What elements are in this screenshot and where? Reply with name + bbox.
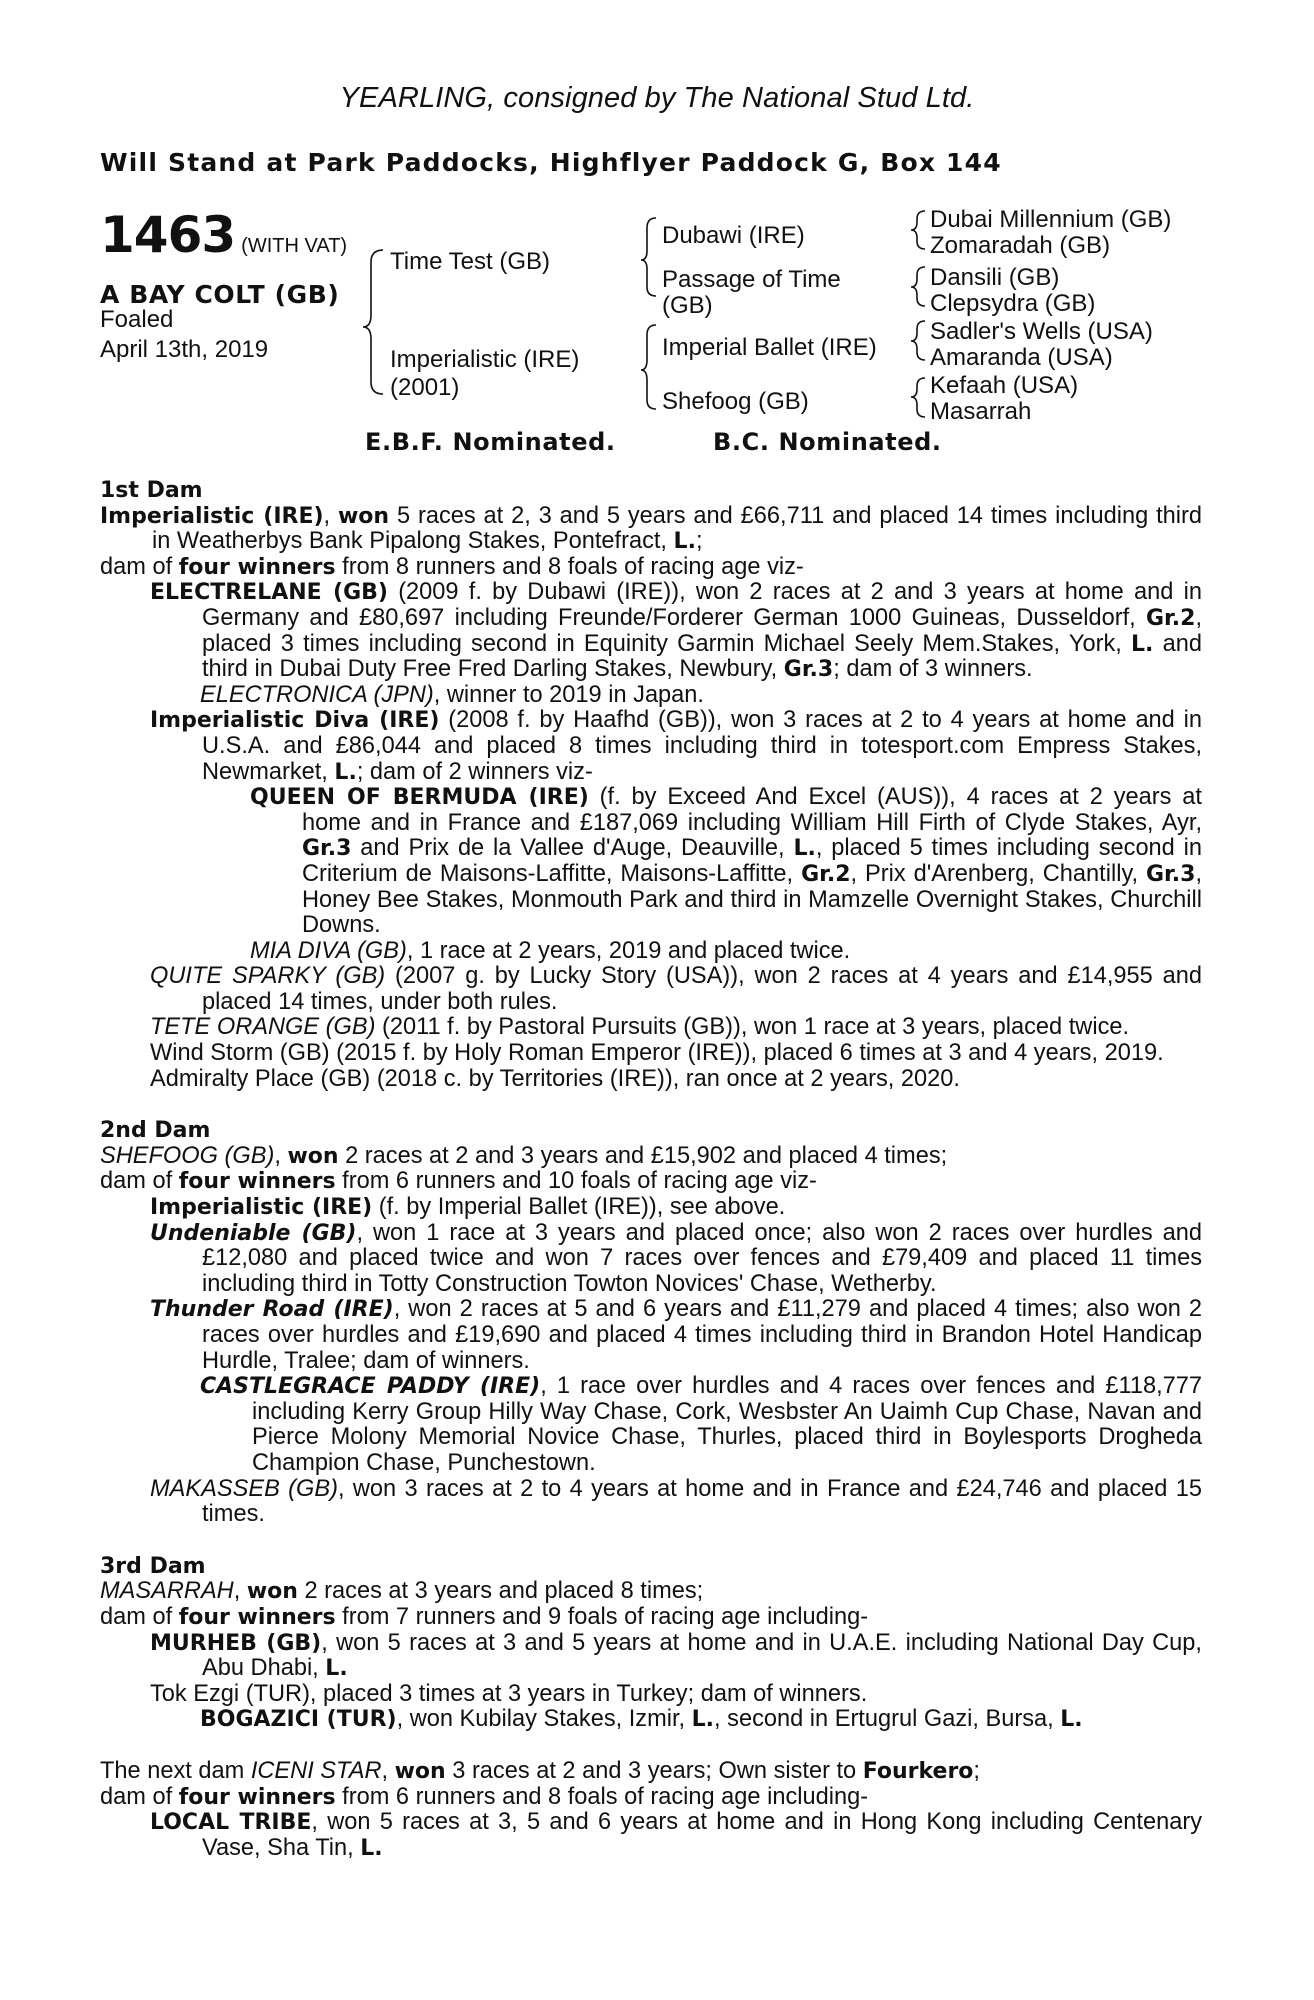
produce-admiralty-place: Admiralty Place (GB) (2018 c. by Territories (IRE)), ran once at 2 years, 2020.	[150, 1065, 960, 1092]
text: , won 1 race at 3 years and placed once; also won 2 races over hurdles and £12,080 and placed twice and won 7 races over fences and £79,409 and placed 11 times including third in Totty Construction Towton Novices' Chase, Wetherby.	[202, 1219, 1202, 1297]
foaled-label: Foaled	[100, 306, 174, 333]
listed-mark: L.	[334, 759, 357, 785]
text: (2007 g. by Lucky Story (USA)), won 2 races at 4 years and £14,955 and placed 14 times, under both rules.	[202, 963, 1202, 1015]
text: dam of	[100, 1168, 179, 1195]
sdd: Clepsydra (GB)	[930, 290, 1096, 317]
dsd: Amaranda (USA)	[930, 344, 1113, 371]
group-mark: Gr.2	[801, 861, 851, 887]
section-gap	[100, 1528, 1202, 1554]
produce-wind-storm: Wind Storm (GB) (2015 f. by Holy Roman Emperor (IRE)), placed 6 times at 3 and 4 years, 2019.	[150, 1040, 1164, 1067]
produce-name: Thunder Road (IRE)	[150, 1297, 394, 1323]
won-label: won	[337, 503, 390, 529]
text: ,	[381, 1757, 395, 1784]
text: 5 races at 2, 3 and 5 years and £66,711 and placed 14 times including third in Weatherbys Bank Pipalong Stakes, Pontefract,	[152, 502, 1202, 555]
third-dam-produce-summary	[100, 1605, 1202, 1631]
second-dam-name: SHEFOOG (GB)	[100, 1142, 275, 1169]
horse-description: A BAY COLT (GB)	[100, 280, 340, 309]
dss: Sadler's Wells (USA)	[930, 318, 1153, 345]
text: , Honey Bee Stakes, Monmouth Park and third in Mamzelle Overnight Stakes, Churchill Downs.	[302, 860, 1202, 939]
group-mark: Gr.3	[302, 836, 352, 862]
text: dam of	[100, 553, 179, 580]
next-dam-record	[100, 1759, 1202, 1785]
first-dam-produce-summary	[100, 555, 1202, 581]
produce-bogazici	[100, 1707, 1202, 1733]
listed-mark: L.	[793, 836, 816, 862]
text: and third in Dubai Duty Free Fred Darling Stakes, Newbury,	[202, 630, 1203, 683]
text: , second in Ertugrul Gazi, Bursa,	[714, 1706, 1061, 1733]
text: dam of	[100, 1603, 179, 1630]
text: from 7 runners and 9 foals of racing age including-	[335, 1603, 869, 1630]
text: , won 3 races at 2 to 4 years at home and in France and £24,746 and placed 15 times.	[202, 1475, 1203, 1528]
text: The next dam	[100, 1757, 251, 1784]
text: , placed 3 times including second in Equinity Garmin Michael Seely Mem.Stakes, York,	[202, 604, 1202, 657]
produce-name: QUITE SPARKY (GB)	[150, 963, 386, 990]
second-dam-produce-summary	[100, 1169, 1202, 1195]
text: ; dam of 3 winners.	[833, 656, 1033, 683]
text: and Prix de la Vallee d'Auge, Deauville,	[351, 835, 794, 862]
text: , 1 race over hurdles and 4 races over fences and £118,777 including Kerry Group Hilly Way Chase, Cork, Wesbster An Uaimh Cup Chase, Navan and Pierce Molony Memorial Novice Chase, Thurles, placed third in Boylesports Drogheda Champion Chase, Punchestown.	[252, 1373, 1202, 1476]
text: dam of	[100, 1783, 179, 1810]
text: (2008 f. by Haafhd (GB)), won 3 races at 2 to 4 years at home and in U.S.A. and £86,044 and placed 8 times including third in totesport.com Empress Stakes, Newmarket,	[202, 707, 1202, 785]
sds: Dansili (GB)	[930, 264, 1060, 291]
produce-name: TETE ORANGE (GB)	[150, 1014, 376, 1041]
ddd: Masarrah	[930, 398, 1032, 425]
winners-count: four winners	[178, 1784, 336, 1810]
dds: Kefaah (USA)	[930, 372, 1079, 399]
produce-name: MAKASSEB (GB)	[150, 1475, 338, 1502]
dam-dam: Shefoog (GB)	[662, 388, 809, 415]
text: from 8 runners and 8 foals of racing age viz-	[335, 553, 804, 580]
dam-sire: Imperial Ballet (IRE)	[662, 334, 877, 361]
winners-count: four winners	[178, 1604, 336, 1630]
text: (f. by Exceed And Excel (AUS)), 4 races at 2 years at home and in France and £187,069 including William Hill Firth of Clyde Stakes, Ayr,	[302, 784, 1202, 836]
bc-nominated: B.C. Nominated.	[713, 428, 942, 456]
dam-line1: Imperialistic (IRE)	[390, 346, 580, 373]
produce-name: BOGAZICI (TUR)	[200, 1707, 397, 1733]
ebf-nominated: E.B.F. Nominated.	[365, 428, 616, 456]
third-dam-heading: 3rd Dam	[100, 1553, 206, 1579]
first-dam-heading: 1st Dam	[100, 478, 203, 503]
second-dam-record	[100, 1144, 1202, 1170]
consignor-line: YEARLING, consigned by The National Stud Ltd.	[339, 82, 975, 114]
produce-name: MIA DIVA (GB)	[250, 937, 407, 964]
sire-dam-line2: (GB)	[662, 292, 713, 319]
text: 2 races at 2 and 3 years and £15,902 and placed 4 times;	[338, 1142, 948, 1169]
dam-produce-record	[100, 478, 1202, 1861]
won-label: won	[246, 1579, 298, 1605]
text: ;	[973, 1757, 980, 1784]
section-gap	[100, 1733, 1202, 1759]
lot-number: 1463	[100, 206, 236, 264]
produce-quite-sparky	[100, 964, 1202, 1015]
text: , placed 5 times including second in Criterium de Maisons-Laffitte, Maisons-Laffitte,	[302, 835, 1203, 887]
next-dam-name: ICENI STAR	[250, 1757, 382, 1784]
first-dam-record: Imperialistic (IRE), won 5 races at 2, 3 and 5 years and £66,711 and placed 14 times including third in Weatherbys Bank Pipalong Stakes, Pontefract, L.;	[100, 502, 1202, 555]
third-dam-name: MASARRAH	[100, 1578, 234, 1605]
text: (f. by Imperial Ballet (IRE)), see above.	[372, 1194, 786, 1221]
produce-mia-diva	[100, 939, 1202, 965]
winners-count: four winners	[178, 1169, 336, 1195]
sibling-name: Fourkero	[862, 1758, 974, 1784]
produce-name: MURHEB (GB)	[150, 1630, 322, 1656]
text: (2009 f. by Dubawi (IRE)), won 2 races at 2 and 3 years at home and in Germany and £80,697 including Freunde/Forderer German 1000 Guineas, Dusseldorf,	[202, 579, 1203, 631]
text: (2011 f. by Pastoral Pursuits (GB)), won 1 race at 3 years, placed twice.	[375, 1014, 1130, 1041]
text: from 6 runners and 10 foals of racing age viz-	[335, 1168, 817, 1195]
winners-count: four winners	[178, 554, 336, 580]
produce-name: QUEEN OF BERMUDA (IRE)	[250, 785, 589, 811]
text: , winner to 2019 in Japan.	[433, 681, 704, 708]
produce-undeniable	[100, 1221, 1202, 1298]
ssd: Zomaradah (GB)	[930, 232, 1111, 259]
third-dam-record	[100, 1579, 1202, 1605]
text: ;	[695, 528, 703, 555]
produce-imperialistic-diva	[100, 708, 1202, 785]
group-mark: Gr.3	[1146, 861, 1196, 887]
produce-castlegrace-paddy	[100, 1374, 1202, 1476]
text: , won 2 races at 5 and 6 years and £11,279 and placed 4 times; also won 2 races over hurdles and £19,690 and placed 4 times including third in Brandon Hotel Handicap Hurdle, Tralee; dam of winners.	[202, 1296, 1203, 1374]
listed-mark: L.	[673, 529, 696, 555]
text: , won Kubilay Stakes, Izmir,	[396, 1706, 692, 1733]
produce-tete-orange	[100, 1015, 1202, 1041]
text: from 6 runners and 8 foals of racing age including-	[335, 1783, 869, 1810]
vat-label: (WITH VAT)	[241, 235, 348, 257]
listed-mark: L.	[1060, 1707, 1083, 1733]
produce-imperialistic	[100, 1195, 1202, 1221]
won-label: won	[394, 1758, 446, 1784]
sire-sire: Dubawi (IRE)	[662, 222, 805, 249]
produce-tok-ezgi: Tok Ezgi (TUR), placed 3 times at 3 years in Turkey; dam of winners.	[150, 1680, 868, 1707]
text: , won 5 races at 3, 5 and 6 years at home and in Hong Kong including Centenary Vase, Sha Tin,	[202, 1809, 1202, 1861]
produce-makasseb	[100, 1477, 1202, 1528]
produce-thunder-road	[100, 1297, 1202, 1374]
sire: Time Test (GB)	[390, 248, 551, 275]
listed-mark: L.	[1131, 631, 1154, 657]
stand-location: Will Stand at Park Paddocks, Highflyer Paddock G, Box 144	[100, 148, 1002, 177]
produce-name: ELECTRELANE (GB)	[150, 580, 388, 606]
text: 2 races at 3 years and placed 8 times;	[297, 1578, 704, 1605]
listed-mark: L.	[325, 1656, 348, 1682]
produce-name: Undeniable (GB)	[150, 1220, 357, 1246]
produce-murheb	[100, 1631, 1202, 1682]
produce-queen-of-bermuda	[100, 785, 1202, 939]
produce-name: Imperialistic (IRE)	[150, 1195, 373, 1221]
produce-name: LOCAL TRIBE	[150, 1810, 312, 1836]
section-gap	[100, 1092, 1202, 1118]
won-label: won	[287, 1143, 339, 1169]
foaled-date: April 13th, 2019	[100, 336, 269, 363]
second-dam-heading: 2nd Dam	[100, 1118, 211, 1144]
group-mark: Gr.2	[1146, 605, 1196, 631]
text: , 1 race at 2 years, 2019 and placed twice.	[406, 937, 851, 964]
sss: Dubai Millennium (GB)	[930, 206, 1172, 233]
produce-electronica	[100, 683, 1202, 709]
next-dam-produce-summary	[100, 1785, 1202, 1811]
group-mark: Gr.3	[783, 657, 834, 683]
first-dam-name: Imperialistic (IRE)	[100, 503, 324, 529]
text: ,	[233, 1578, 247, 1605]
produce-name: Imperialistic Diva (IRE)	[150, 708, 440, 734]
text: , Prix d'Arenberg, Chantilly,	[850, 860, 1146, 887]
text: 3 races at 2 and 3 years; Own sister to	[445, 1757, 863, 1784]
produce-local-tribe	[100, 1810, 1202, 1861]
listed-mark: L.	[360, 1835, 383, 1861]
dam-line2: (2001)	[390, 374, 460, 401]
sire-dam-line1: Passage of Time	[662, 266, 841, 293]
produce-name: ELECTRONICA (JPN)	[200, 681, 434, 708]
text: ; dam of 2 winners viz-	[356, 758, 593, 785]
text: ,	[274, 1142, 288, 1169]
produce-name: CASTLEGRACE PADDY (IRE)	[200, 1374, 541, 1400]
listed-mark: L.	[691, 1707, 715, 1733]
text: , won 5 races at 3 and 5 years at home and in U.A.E. including National Day Cup, Abu Dhabi,	[202, 1629, 1202, 1682]
produce-electrelane	[100, 580, 1202, 682]
